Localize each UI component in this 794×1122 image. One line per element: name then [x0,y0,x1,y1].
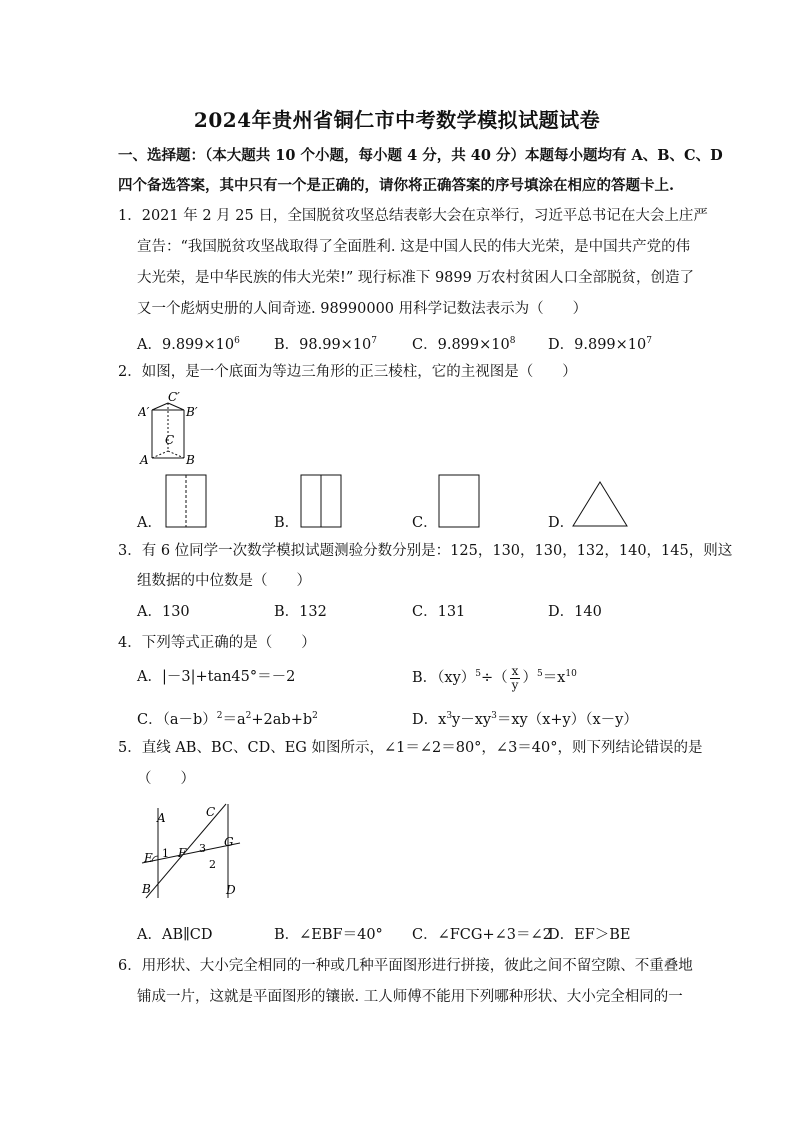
q1-line-1: 1．2021 年 2 月 25 日，全国脱贫攻坚总结表彰大会在京举行，习近平总书记在大会上庄严 [118,208,708,224]
label-a: A [140,453,149,467]
q3-option-b: B．132 [274,604,327,620]
q2-stem: 2．如图，是一个底面为等边三角形的正三棱柱，它的主视图是（ ） [118,364,577,380]
q2-option-d-shape [571,480,629,528]
angle-3-label: 3 [199,842,206,855]
q5-option-d: D．EF＞BE [548,927,631,943]
label-c: C [165,433,175,447]
q1-option-a: A．$9.899\times 10^6$ [137,336,240,353]
q2-option-b-shape [300,474,342,528]
q2-option-d: D． [548,515,575,531]
fig-label-c: C [206,805,216,819]
q2-option-c-shape [438,474,480,528]
q1-line-2: 宣告：“我国脱贫攻坚战取得了全面胜利. 这是中国人民的伟大光荣，是中国共产党的伟 [137,239,691,255]
q2-option-a: A． [137,515,162,531]
fig-label-f: F [178,846,187,860]
q1-option-c: C．$9.899\times 10^8$ [412,336,516,353]
q3-option-c: C．131 [412,604,466,620]
lines-figure [138,800,248,910]
q4-option-a: A．|－3|+tan45°＝－2 [137,669,296,685]
q3-option-a: A．130 [137,604,190,620]
q3-line-1: 3．有 6 位同学一次数学模拟试题测验分数分别是：125，130，130，132，140，145，则这 [118,543,733,559]
q4-option-b: B．（xy）$^5$÷（ $\frac{x}{y}$ ）$^5=x^{10}$ [412,663,577,692]
label-a-prime: A′ [138,405,150,419]
fig-label-d: D [226,883,236,897]
q4-stem: 4．下列等式正确的是（ ） [118,635,316,651]
q6-line-1: 6．用形状、大小完全相同的一种或几种平面图形进行拼接，彼此之间不留空隙、不重叠地 [118,958,693,974]
section-heading-line-2: 四个备选答案，其中只有一个是正确的，请你将正确答案的序号填涂在相应的答题卡上. [118,177,675,194]
q1-option-b: B．$98.99\times 10^7$ [274,336,378,353]
label-b-prime: B′ [186,405,198,419]
q4-option-c: C．$(a-b)^2=a^2+2ab+b^2$ [137,711,318,728]
q2-option-c: C． [412,515,438,531]
q5-stem: 5．直线 AB、BC、CD、EG 如图所示，∠1＝∠2＝80°，∠3＝40°，则下列结论错误的是 [118,740,703,756]
prism-figure [138,388,210,468]
q1-line-3: 大光荣，是中华民族的伟大光荣!” 现行标准下 9899 万农村贫困人口全部脱贫，创造了 [137,270,694,286]
label-c-prime: C′ [168,390,180,404]
q5-option-a: A．AB∥CD [137,927,213,943]
q5-paren: （ ） [137,771,195,787]
fig-label-g: G [224,835,234,849]
section-heading-line-1: 一、选择题：（本大题共 10 个小题，每小题 4 分，共 40 分）本题每小题均有 A、B、C、D [118,147,723,164]
q3-line-2: 组数据的中位数是（ ） [137,573,311,589]
q2-option-a-shape [165,474,207,528]
fraction-x-over-y: $\frac{x}{y}$ [511,663,519,692]
q2-option-b: B． [274,515,300,531]
label-b: B [186,453,195,467]
fig-label-b: B [142,882,151,896]
q1-line-4: 又一个彪炳史册的人间奇迹. 98990000 用科学记数法表示为（ ） [137,301,588,317]
angle-1-label: 1 [162,847,169,860]
q6-line-2: 铺成一片，这就是平面图形的镶嵌. 工人师傅不能用下列哪种形状、大小完全相同的一 [137,989,683,1005]
q4-option-d: D．$x^3y-xy^3=xy(x+y)(x-y)$ [412,711,638,728]
angle-2-label: 2 [209,858,216,871]
fig-label-e: E [144,851,153,865]
q1-option-d: D．$9.899\times 10^7$ [548,336,652,353]
q3-option-d: D．140 [548,604,602,620]
fig-label-a: A [157,811,166,825]
q5-option-b: B．∠EBF＝40° [274,927,383,943]
q5-option-c: C．∠FCG+∠3＝∠2 [412,927,552,943]
page-title: 2024年贵州省铜仁市中考数学模拟试题试卷 [193,108,601,132]
